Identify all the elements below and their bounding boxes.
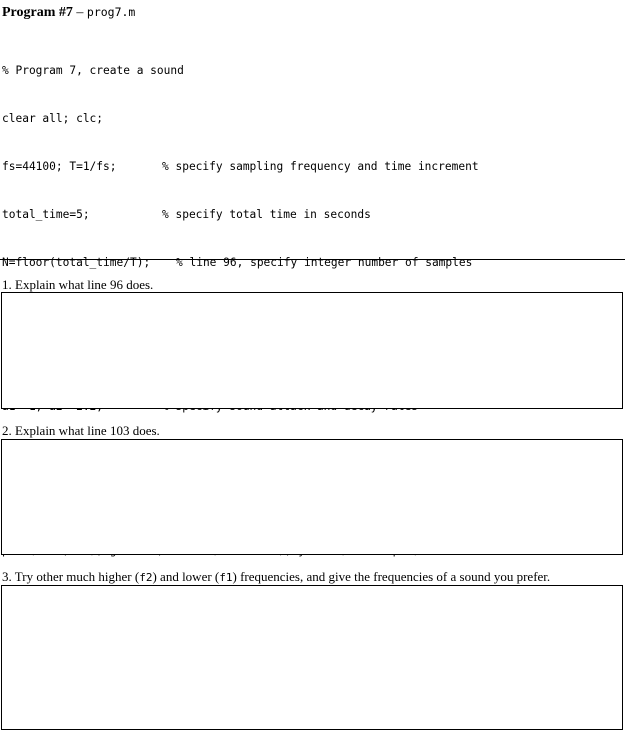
code-line-5: N=floor(total_time/T); % line 96, specify integer number of samples — [2, 256, 473, 269]
code-comment: % line 96, specify integer number of samples — [176, 256, 473, 269]
code-line-4: total_time=5; % specify total time in seconds — [2, 208, 371, 221]
question-2-label: 2. Explain what line 103 does. — [2, 423, 160, 438]
answer-box-3[interactable] — [1, 585, 623, 730]
section-divider — [0, 259, 625, 260]
code-line-2: clear all; clc; — [2, 112, 104, 125]
code-f2: f2 — [139, 571, 153, 584]
code-line-3: fs=44100; T=1/fs; % specify sampling frequency and time increment — [2, 160, 479, 173]
code-f1: f1 — [219, 571, 233, 584]
code-comment: % specify sampling frequency and time increment — [162, 160, 479, 173]
program-label: Program #7 — [2, 5, 73, 20]
code-comment: % specify total time in seconds — [162, 208, 371, 221]
program-filename: prog7.m — [86, 5, 136, 19]
answer-box-2[interactable] — [1, 439, 623, 555]
question-1-label: 1. Explain what line 96 does. — [2, 277, 154, 292]
program-title — [2, 3, 135, 22]
code-line-1: % Program 7, create a sound — [2, 64, 184, 77]
title-separator: – — [72, 5, 87, 20]
answer-box-1[interactable] — [1, 292, 623, 409]
question-3-label: 3. Try other much higher (f2) and lower (f1) frequencies, and give the frequencies of a sound you prefer. — [2, 569, 551, 584]
